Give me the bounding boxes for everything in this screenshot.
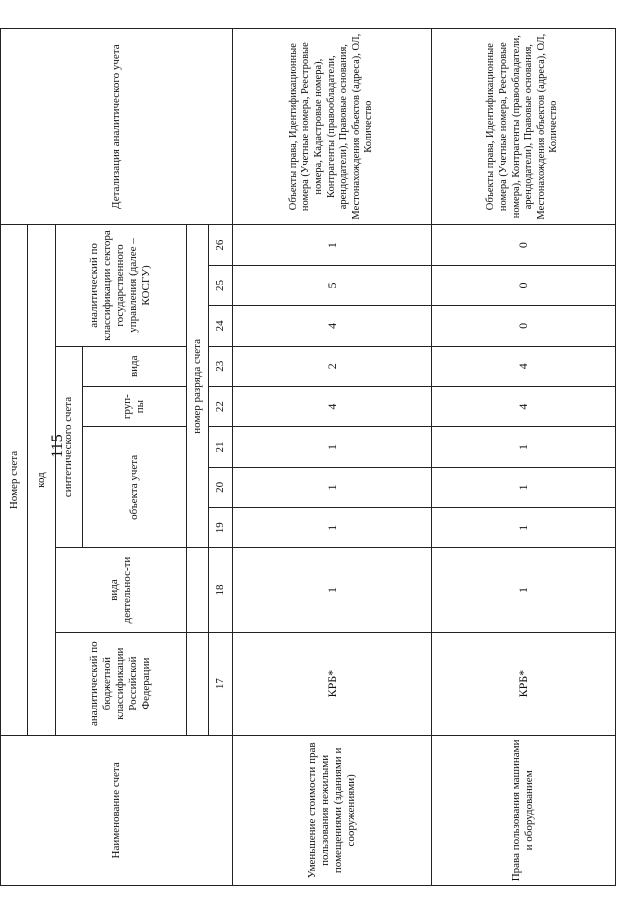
row1-code-20: 1 (233, 467, 431, 507)
row1-code-17: КРБ* (233, 632, 431, 735)
digit-24: 24 (208, 306, 233, 346)
header-kosgu: аналитический по классификации сектора государственного управления (далее – КОСГУ) (55, 225, 186, 346)
header-synthetic: синтетического счета (55, 346, 82, 548)
row1-code-25: 5 (233, 265, 431, 305)
row1-code-24: 4 (233, 306, 431, 346)
digit-23: 23 (208, 346, 233, 386)
header-analytic-bk: аналитический по бюджетной классификации Российской Федерации (55, 632, 186, 735)
row1-code-18: 1 (233, 548, 431, 632)
row2-code-20: 1 (431, 467, 615, 507)
row2-code-26: 0 (431, 225, 615, 265)
digit-26: 26 (208, 225, 233, 265)
header-object: объекта учета (82, 427, 186, 548)
row1-code-21: 1 (233, 427, 431, 467)
row2-code-24: 0 (431, 306, 615, 346)
header-code: код (28, 225, 55, 735)
digit-18: 18 (208, 548, 233, 632)
row1-code-19: 1 (233, 508, 431, 548)
row2-code-19: 1 (431, 508, 615, 548)
digit-21: 21 (208, 427, 233, 467)
row2-code-18: 1 (431, 548, 615, 632)
row1-code-23: 2 (233, 346, 431, 386)
header-account-name: Наименование счета (1, 735, 233, 885)
header-kind: вида (82, 346, 186, 386)
row2-code-23: 4 (431, 346, 615, 386)
table-row (233, 29, 431, 886)
header-activity-type: вида деятельнос-ти (55, 548, 186, 632)
rotated-table-container (0, 28, 616, 886)
row2-account-name: Права пользования машинами и оборудованием (431, 735, 615, 885)
row2-code-17: КРБ* (431, 632, 615, 735)
row1-code-26: 1 (233, 225, 431, 265)
digit-17: 17 (208, 632, 233, 735)
row2-code-21: 1 (431, 427, 615, 467)
digit-19: 19 (208, 508, 233, 548)
account-table (0, 28, 616, 886)
digit-20: 20 (208, 467, 233, 507)
row1-account-name: Уменьшение стоимости прав пользования нежилыми помещениями (зданиями и сооружениями) (233, 735, 431, 885)
header-digit-number: номер разряда счета (186, 225, 208, 548)
digit-25: 25 (208, 265, 233, 305)
row2-code-22: 4 (431, 386, 615, 426)
row2-code-25: 0 (431, 265, 615, 305)
page-number: 115 (49, 434, 66, 458)
row2-detail: Объекты права, Идентификационные номера (Учетные номера, Реестровые номера), Контрагенты (правообладатели, арендодатели), Правовые основания, Местонахождения объектов (адреса), ОЛ, Количество (431, 29, 615, 225)
header-detail: Детализация аналитического учета (1, 29, 233, 225)
header-group: груп-пы (82, 386, 186, 426)
digit-22: 22 (208, 386, 233, 426)
row1-detail: Объекты права, Идентификационные номера (Учетные номера, Реестровые номера, Кадастровые номера), Контрагенты (правообладатели, арендодатели), Правовые основания, Местонахождения объектов (адреса), ОЛ, Количество (233, 29, 431, 225)
row1-code-22: 4 (233, 386, 431, 426)
header-account-number: Номер счета (1, 225, 28, 735)
table-row (431, 29, 615, 886)
